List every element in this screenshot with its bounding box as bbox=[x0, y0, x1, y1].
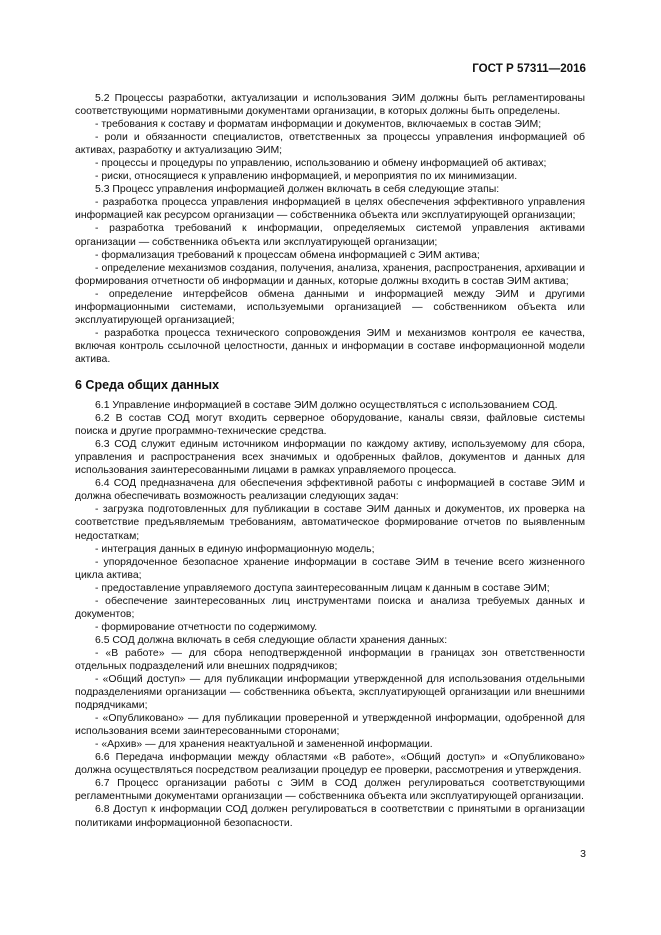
list-item: - загрузка подготовленных для публикации в составе ЭИМ данных и документов, их проверка на соответствие предъявляемым требованиям, автоматическое формирование отчетов по выявленным недостаткам; bbox=[75, 504, 585, 542]
list-item: - разработка процесса технического сопровождения ЭИМ и механизмов контроля ее качества, включая контроль ссылочной целостности, данных и информации в составе информационной модели актива. bbox=[75, 327, 585, 365]
list-item: - роли и обязанности специалистов, ответственных за процессы управления информацией об активах, разработку и актуализацию ЭИМ; bbox=[75, 132, 585, 157]
list-item: - разработка требований к информации, определяемых системой управления активами организации — собственника объекта или эксплуатирующей организации; bbox=[75, 223, 585, 248]
list-item: - предоставление управляемого доступа заинтересованным лицам к данным в составе ЭИМ; bbox=[95, 582, 550, 594]
list-item: - определение интерфейсов обмена данными и информацией между ЭИМ и другими информационными системами, используемыми организацией — собственником объекта или эксплуатирующей организацией; bbox=[75, 288, 585, 326]
list-item: - «Общий доступ» — для публикации информации утвержденной для использования отдельными подразделениями организации — собственника объекта, эксплуатирующей организации или внешними подрядчиками; bbox=[75, 674, 585, 712]
list-item: - риски, относящиеся к управлению информацией, и мероприятия по их минимизации. bbox=[95, 171, 518, 183]
list-item: - «В работе» — для сбора неподтвержденной информации в границах зон ответственности отдельных подразделений или внешних подрядчиков; bbox=[75, 647, 585, 672]
list-item: - обеспечение заинтересованных лиц инструментами поиска и анализа требуемых данных и документов; bbox=[75, 595, 585, 620]
paragraph: 6.5 СОД должна включать в себя следующие области хранения данных: bbox=[95, 634, 448, 646]
list-item: - интеграция данных в единую информационную модель; bbox=[95, 543, 375, 555]
list-item: - определение механизмов создания, получения, анализа, хранения, распространения, архивации и формирования отчетности об информации и данных, которые должны входить в состав ЭИМ актива; bbox=[75, 262, 585, 287]
paragraph: 6.1 Управление информацией в составе ЭИМ должно осуществляться с использованием СОД. bbox=[95, 400, 558, 412]
list-item: - упорядоченное безопасное хранение информации в составе ЭИМ в течение всего жизненного цикла актива; bbox=[75, 556, 585, 581]
list-item: - процессы и процедуры по управлению, использованию и обмену информацией об активах; bbox=[95, 158, 547, 170]
standard-header: ГОСТ Р 57311—2016 bbox=[472, 62, 586, 75]
section-6-body bbox=[75, 399, 585, 830]
paragraph: 5.3 Процесс управления информацией должен включать в себя следующие этапы: bbox=[95, 184, 500, 196]
list-item: - «Архив» — для хранения неактуальной и замененной информации. bbox=[95, 739, 433, 751]
paragraph: 6.2 В состав СОД могут входить серверное оборудование, каналы связи, файловые системы поиска и другие программно-технические средства. bbox=[75, 413, 585, 438]
section-5-body bbox=[75, 92, 585, 366]
paragraph: 6.8 Доступ к информации СОД должен регулироваться в соответствии с принятыми в организации политиками информационной безопасности. bbox=[75, 804, 585, 829]
page-number: 3 bbox=[580, 848, 586, 860]
paragraph: 6.4 СОД предназначена для обеспечения эффективной работы с информацией в составе ЭИМ и должна обеспечивать возможность реализации следующих задач: bbox=[75, 478, 585, 503]
paragraph: 5.2 Процессы разработки, актуализации и использования ЭИМ должны быть регламентированы соответствующими нормативными документами организации, в которых должны быть определены. bbox=[75, 93, 585, 118]
page-content bbox=[75, 92, 585, 830]
list-item: - формализация требований к процессам обмена информацией с ЭИМ актива; bbox=[95, 249, 480, 261]
list-item: - формирование отчетности по содержимому. bbox=[95, 621, 318, 633]
paragraph: 6.3 СОД служит единым источником информации по каждому активу, используемому для сбора, управления и распространения всех значимых и одобренных файлов, документов и данных для использования заинтересованными лицами в рамках управляемого процесса. bbox=[75, 439, 585, 477]
list-item: - «Опубликовано» — для публикации проверенной и утвержденной информации, одобренной для использования всеми заинтересованными сторонами; bbox=[75, 713, 585, 738]
list-item: - требования к составу и форматам информации и документов, включаемых в состав ЭИМ; bbox=[95, 119, 542, 131]
list-item: - разработка процесса управления информацией в целях обеспечения эффективного управления информацией как ресурсом организации — собственника объекта или эксплуатирующей организации; bbox=[75, 197, 585, 222]
paragraph: 6.7 Процесс организации работы с ЭИМ в СОД должен регулироваться соответствующими регламентными документами организации — собственника объекта или эксплуатирующей организации. bbox=[75, 778, 585, 803]
section-6-heading: 6 Среда общих данных bbox=[75, 377, 220, 392]
paragraph: 6.6 Передача информации между областями «В работе», «Общий доступ» и «Опубликовано» должна осуществляться посредством реализации процедур ее проверки, рассмотрения и утверждения. bbox=[75, 752, 585, 777]
